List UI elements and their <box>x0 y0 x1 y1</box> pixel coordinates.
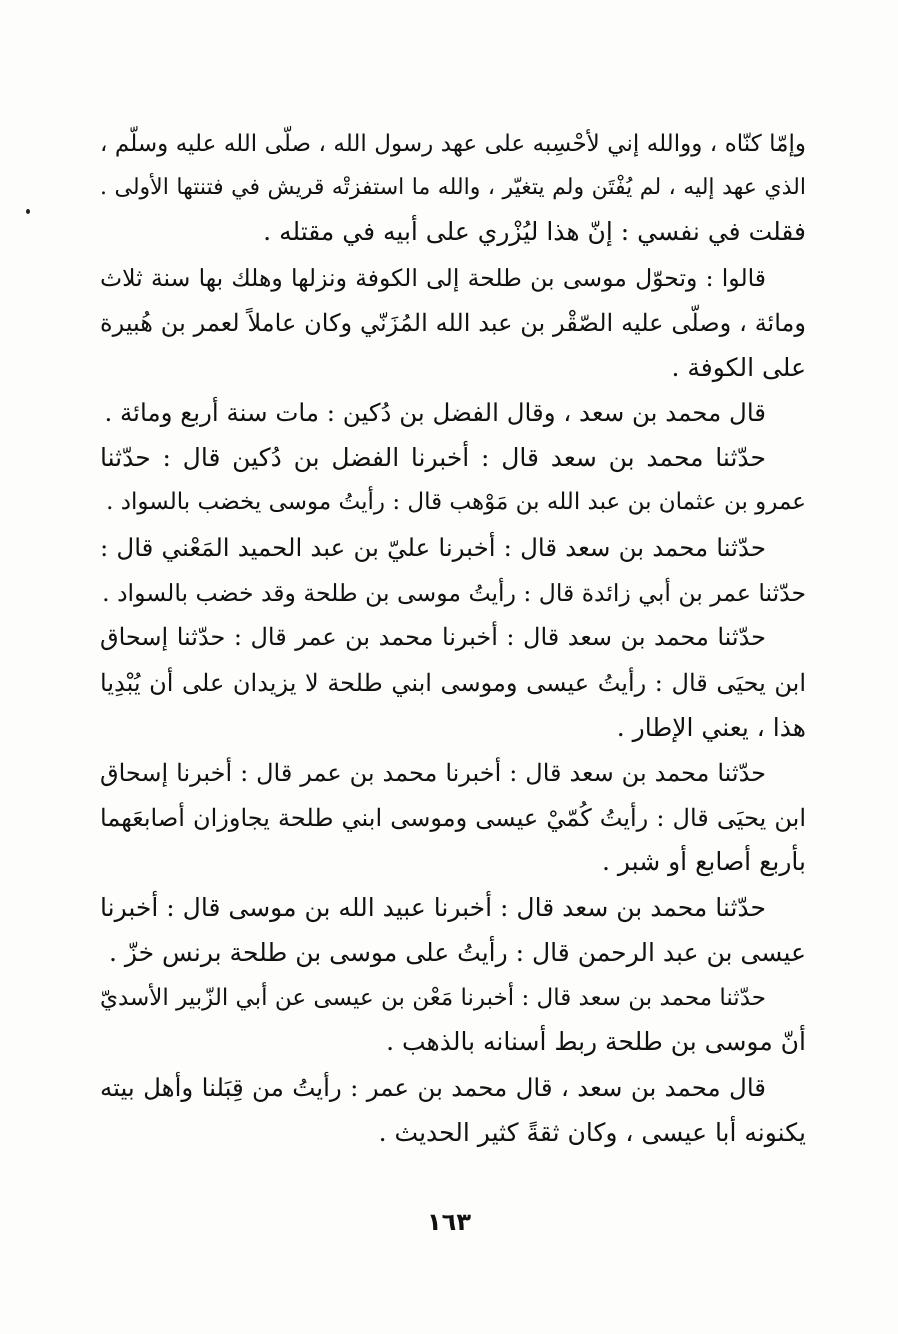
text-line: حدّثنا عمر بن أبي زائدة قال : رأيتُ موسى بن طلحة وقد خضب بالسواد . <box>102 579 806 607</box>
text-line: وإمّا كنّاه ، ووالله إني لأحْسِبه على عهد رسول الله ، صلّى الله عليه وسلّم ، <box>100 131 806 157</box>
text-line: ابن يحيَى قال : رأيتُ كُمّيْ عيسى وموسى ابني طلحة يجاوزان أصابعَهما <box>100 804 806 832</box>
text-line: ومائة ، وصلّى عليه الصّقْر بن عبد الله المُزَنّي وكان عاملاً لعمر بن هُبيرة <box>100 309 806 337</box>
text-line: يكنونه أبا عيسى ، وكان ثقةً كثير الحديث . <box>378 1118 806 1147</box>
text-line: عمرو بن عثمان بن عبد الله بن مَوْهب قال : رأيتُ موسى يخضب بالسواد . <box>106 489 806 515</box>
page-speck <box>26 209 30 214</box>
text-line: ابن يحيَى قال : رأيتُ عيسى وموسى ابني طلحة لا يزيدان على أن يُبْدِيا <box>100 669 806 697</box>
text-line: على الكوفة . <box>671 353 806 382</box>
text-line: حدّثنا محمد بن سعد قال : أخبرنا عليّ بن عبد الحميد المَعْني قال : <box>100 533 766 562</box>
text-line: أنّ موسى بن طلحة ربط أسنانه بالذهب . <box>386 1027 806 1056</box>
text-line: قالوا : وتحوّل موسى بن طلحة إلى الكوفة ونزلها وهلك بها سنة ثلاث <box>100 264 766 292</box>
page-number: ١٦٣ <box>427 1208 471 1236</box>
text-line: حدّثنا محمد بن سعد قال : أخبرنا محمد بن عمر قال : حدّثنا إسحاق <box>100 623 766 651</box>
text-line: عيسى بن عبد الرحمن قال : رأيتُ على موسى بن طلحة برنس خزّ . <box>108 938 806 967</box>
text-line: قال محمد بن سعد ، وقال الفضل بن دُكين : مات سنة أربع ومائة . <box>104 398 766 427</box>
text-line: فقلت في نفسي : إنّ هذا ليُزْري على أبيه في مقتله . <box>263 217 806 246</box>
text-line: هذا ، يعني الإطار . <box>616 713 806 742</box>
text-line: الذي عهد إليه ، لم يُفْتَن ولم يتغيّر ، والله ما استفزتْه قريش في فتنتها الأولى . <box>100 175 806 200</box>
text-line: حدّثنا محمد بن سعد قال : أخبرنا الفضل بن دُكين قال : حدّثنا <box>100 443 766 472</box>
text-line: حدّثنا محمد بن سعد قال : أخبرنا محمد بن عمر قال : أخبرنا إسحاق <box>100 759 766 787</box>
text-line: حدّثنا محمد بن سعد قال : أخبرنا عبيد الله بن موسى قال : أخبرنا <box>100 893 766 922</box>
text-line: بأربع أصابع أو شبر . <box>601 847 806 876</box>
text-line: قال محمد بن سعد ، قال محمد بن عمر : رأيتُ من قِبَلنا وأهل بيته <box>100 1073 766 1102</box>
text-line: حدّثنا محمد بن سعد قال : أخبرنا مَعْن بن عيسى عن أبي الزّبير الأسديّ <box>100 985 766 1011</box>
